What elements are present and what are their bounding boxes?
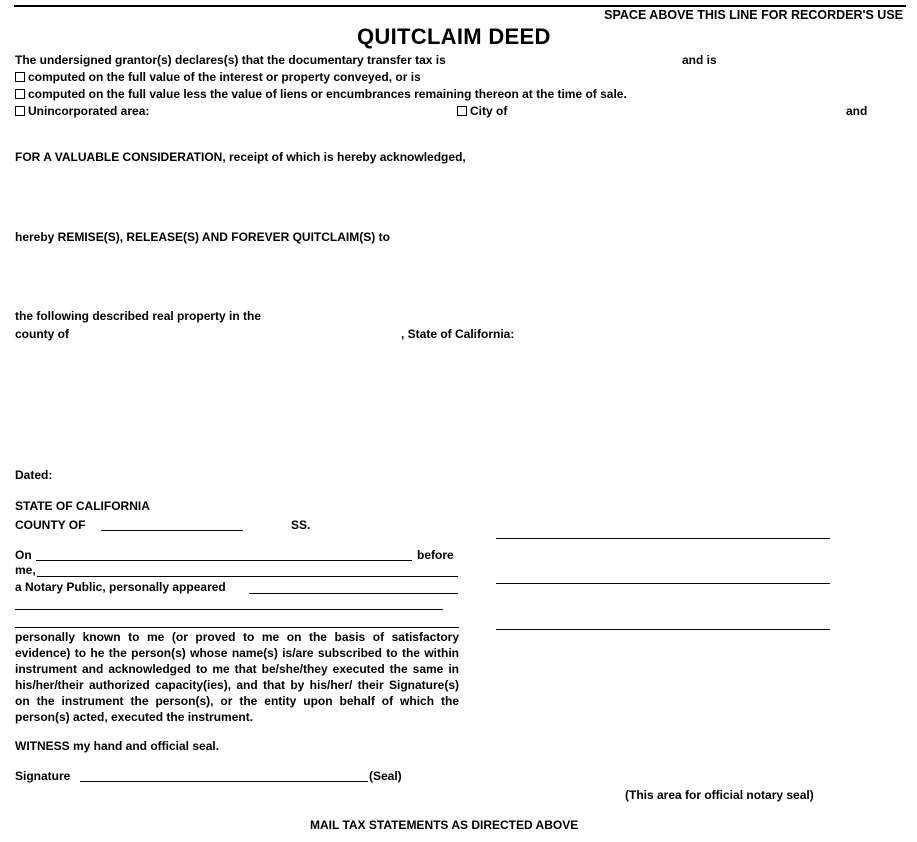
notary-state: STATE OF CALIFORNIA [15, 499, 150, 513]
right-blank-line-2[interactable] [496, 583, 830, 584]
notary-before-label: before [417, 548, 454, 562]
on-date-field-line[interactable] [36, 560, 412, 561]
option-full-value [15, 70, 421, 84]
notary-on-label: On [15, 548, 32, 562]
checkbox-unincorporated[interactable] [15, 106, 25, 116]
checkbox-city[interactable] [457, 106, 467, 116]
seal-label: (Seal) [369, 769, 402, 783]
mail-tax-statement: MAIL TAX STATEMENTS AS DIRECTED ABOVE [310, 818, 579, 832]
right-blank-line-1[interactable] [496, 538, 830, 539]
deed-title: QUITCLAIM DEED [357, 24, 551, 49]
notary-county-label: COUNTY OF [15, 518, 86, 532]
recorder-note: SPACE ABOVE THIS LINE FOR RECORDER'S USE [604, 8, 903, 22]
county-of-label: county of [15, 327, 69, 341]
notary-public-label: a Notary Public, personally appeared [15, 580, 226, 594]
tax-intro: The undersigned grantor(s) declares(s) that the documentary transfer tax is [15, 53, 446, 67]
option-city [457, 104, 507, 118]
signature-label: Signature [15, 769, 71, 783]
option-unincorporated [15, 104, 149, 118]
notary-paragraph: personally known to me (or proved to me on the basis of satisfactory evidence) to he the person(s) whose name(s) is/are subscribed to the within instrument and acknowledged to me that be/she/they executed the same in his/her/their authorized capacity(ies), and that by his/her/ their Signature(s) on the instrument the person(s), or the entity upon behalf of which the person(s) acted, executed the instrument. [15, 630, 459, 724]
option-less-liens-label: computed on the full value less the value of liens or encumbrances remaining thereon at the time of sale. [28, 87, 627, 101]
tax-and-is: and is [682, 53, 717, 67]
option-full-value-label: computed on the full value of the interest or property conveyed, or is [28, 70, 421, 84]
checkbox-full-value[interactable] [15, 72, 25, 82]
right-blank-line-3[interactable] [496, 629, 830, 630]
remise-text: hereby REMISE(S), RELEASE(S) AND FOREVER QUITCLAIM(S) to [15, 230, 390, 244]
dated-label: Dated: [15, 468, 53, 482]
option-city-label: City of [470, 104, 508, 118]
consideration-text: FOR A VALUABLE CONSIDERATION, receipt of which is hereby acknowledged, [15, 150, 466, 164]
recorder-top-rule [14, 5, 906, 7]
appeared-field-line-2[interactable] [15, 609, 443, 610]
notary-ss: SS. [291, 518, 311, 532]
signature-field-line[interactable] [80, 781, 368, 782]
county-field-line[interactable] [101, 530, 243, 531]
appeared-field-line-3[interactable] [15, 627, 459, 628]
me-field-line[interactable] [37, 576, 458, 577]
appeared-field-line[interactable] [249, 593, 458, 594]
property-line: the following described real property in the [15, 309, 262, 323]
witness-text: WITNESS my hand and official seal. [15, 739, 220, 753]
notary-me-label: me, [15, 563, 36, 577]
tax-and-end: and [846, 104, 868, 118]
option-unincorporated-label: Unincorporated area: [28, 104, 150, 118]
checkbox-less-liens[interactable] [15, 89, 25, 99]
option-less-liens [15, 87, 627, 101]
notary-seal-area-label: (This area for official notary seal) [625, 788, 814, 802]
state-of-california-label: , State of California: [401, 327, 515, 341]
